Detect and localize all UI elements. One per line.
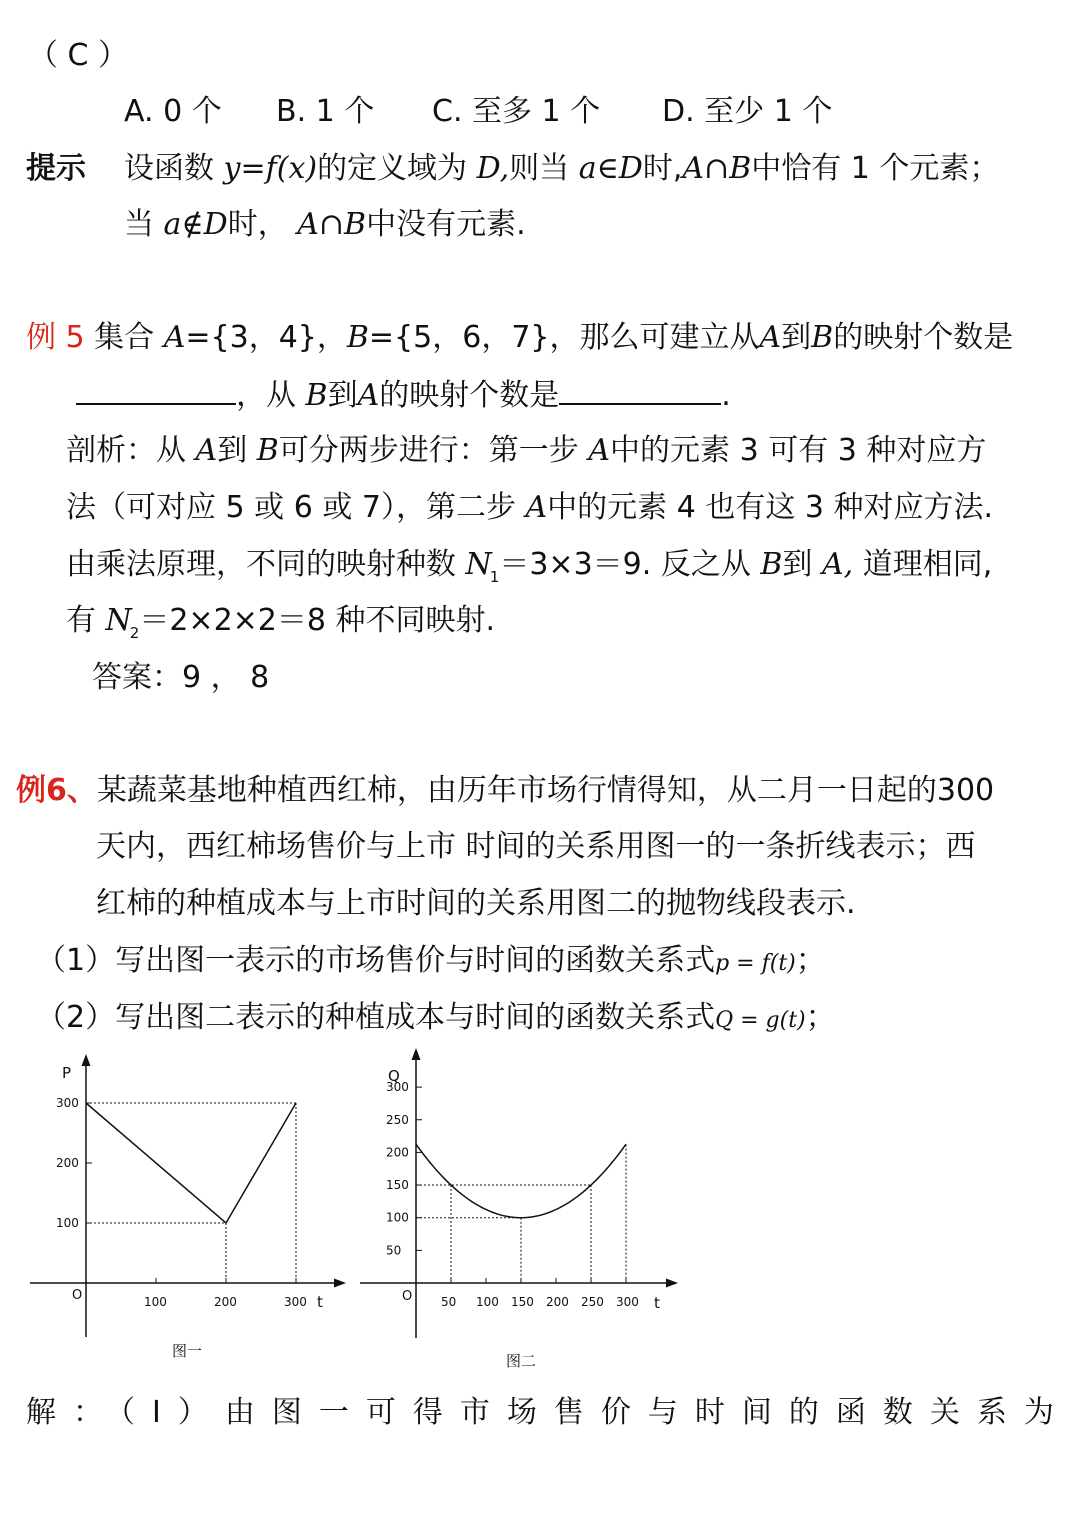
analysis-text: 中的元素 3 可有 3 种对应方 bbox=[610, 433, 987, 468]
analysis-text: 由乘法原理，不同的映射种数 bbox=[66, 547, 456, 582]
set-a: A, bbox=[821, 547, 854, 582]
x-tick-label: 300 bbox=[284, 1295, 307, 1309]
hint-line-1 bbox=[124, 149, 999, 189]
cost-curve bbox=[416, 1144, 626, 1218]
y-tick-label: 200 bbox=[386, 1145, 409, 1160]
origin-label: O bbox=[72, 1288, 83, 1303]
set-a: A bbox=[525, 490, 548, 525]
set-b: B bbox=[811, 320, 834, 355]
ex5-text: 集合 bbox=[94, 320, 155, 355]
x-tick-label: 300 bbox=[616, 1295, 639, 1309]
answer-blank-1 bbox=[76, 375, 236, 405]
figure-2-chart bbox=[352, 1048, 682, 1378]
analysis-text: 到 bbox=[782, 547, 813, 582]
figure-1-chart bbox=[20, 1052, 350, 1372]
example-5-answer: 答案：9 ， 8 bbox=[92, 660, 270, 695]
set-a: A bbox=[759, 320, 782, 355]
analysis-line-3 bbox=[66, 545, 992, 589]
ex5-text: 的映射个数是 bbox=[833, 320, 1014, 355]
price-line bbox=[86, 1103, 296, 1223]
analysis-text: 法（可对应 5 或 6 或 7），第二步 bbox=[66, 490, 516, 525]
y-tick-label: 200 bbox=[56, 1156, 79, 1170]
analysis-text: 到 bbox=[217, 433, 248, 468]
formula-p: p = f(t) bbox=[715, 951, 796, 976]
option-c: C. 至多 1 个 bbox=[432, 94, 601, 129]
solution-line: 解：（Ⅰ）由图一可得市场售价与时间的函数关系为 bbox=[26, 1395, 1071, 1430]
analysis-text: ＝3×3＝9. 反之从 bbox=[499, 547, 751, 582]
ex5-text: ={3，4}， bbox=[185, 320, 347, 355]
set-b: B bbox=[760, 547, 783, 582]
x-tick-label: 100 bbox=[476, 1295, 499, 1309]
set-a: A bbox=[163, 320, 186, 355]
question-2 bbox=[36, 998, 836, 1041]
ex5-text: 到 bbox=[781, 320, 812, 355]
analysis-text: 中的元素 4 也有这 3 种对应方法. bbox=[547, 490, 994, 525]
analysis-line-4 bbox=[66, 601, 495, 645]
y-tick-label: 50 bbox=[386, 1243, 402, 1258]
y-tick-label: 100 bbox=[56, 1216, 79, 1230]
y-axis-label: P bbox=[62, 1064, 72, 1082]
set-b: B bbox=[256, 433, 279, 468]
set-b: B bbox=[305, 378, 328, 413]
hint-text: 的定义域为 bbox=[317, 151, 468, 186]
ex5-text: ，从 bbox=[236, 378, 296, 413]
count-n2-subscript: 2 bbox=[129, 624, 140, 642]
question-text: （2）写出图二表示的种植成本与时间的函数关系式 bbox=[36, 1000, 716, 1035]
hint-domain: D, bbox=[476, 151, 510, 186]
hint-intersection: A∩B bbox=[682, 151, 752, 186]
answer-blank-2 bbox=[559, 375, 721, 405]
example-5-label: 例 5 bbox=[26, 320, 85, 355]
hint-text: 则当 bbox=[509, 151, 570, 186]
example-6-line-2: 天内，西红柿场售价与上市 时间的关系用图一的一条折线表示；西 bbox=[96, 829, 976, 864]
ex5-text: ={5，6，7}，那么可建立从 bbox=[368, 320, 760, 355]
x-tick-label: 250 bbox=[581, 1295, 604, 1309]
set-a: A bbox=[357, 378, 380, 413]
count-n1: N bbox=[465, 547, 492, 582]
set-b: B bbox=[346, 320, 369, 355]
hint-in-domain: a∈D bbox=[578, 151, 643, 186]
y-tick-label: 300 bbox=[56, 1096, 79, 1110]
q4-answer: （ C ） bbox=[28, 38, 129, 73]
formula-q: Q = g(t) bbox=[715, 1008, 806, 1033]
hint-text: 中没有元素. bbox=[366, 207, 526, 242]
hint-line-2 bbox=[124, 205, 526, 245]
x-tick-label: 150 bbox=[511, 1295, 534, 1309]
hint-text: 时， bbox=[227, 207, 288, 242]
x-tick-label: 100 bbox=[144, 1295, 167, 1309]
set-a: A bbox=[588, 433, 611, 468]
analysis-text: 剖析：从 bbox=[66, 433, 186, 468]
count-n1-subscript: 1 bbox=[489, 568, 500, 586]
set-a: A bbox=[195, 433, 218, 468]
analysis-line-1 bbox=[66, 431, 986, 471]
x-axis-label: t bbox=[317, 1293, 323, 1311]
y-tick-label: 300 bbox=[386, 1080, 409, 1095]
y-axis-label: Q bbox=[388, 1067, 400, 1085]
x-tick-label: 200 bbox=[214, 1295, 237, 1309]
hint-label: 提示 bbox=[26, 151, 86, 186]
question-text: ； bbox=[805, 1000, 836, 1035]
analysis-text: 有 bbox=[66, 603, 96, 638]
example-6-line-1 bbox=[16, 771, 994, 811]
hint-not-in-domain: a∉D bbox=[163, 207, 228, 242]
option-a: A. 0 个 bbox=[124, 94, 222, 129]
y-tick-label: 150 bbox=[386, 1178, 409, 1193]
hint-intersection: A∩B bbox=[297, 207, 367, 242]
x-tick-label: 200 bbox=[546, 1295, 569, 1309]
option-d: D. 至少 1 个 bbox=[662, 94, 833, 129]
figure-1-caption: 图一 bbox=[172, 1342, 203, 1360]
analysis-text: 道理相同, bbox=[862, 547, 993, 582]
analysis-text: 可分两步进行：第一步 bbox=[278, 433, 579, 468]
example-5-line-1 bbox=[26, 318, 1013, 358]
option-b: B. 1 个 bbox=[276, 94, 375, 129]
y-tick-label: 250 bbox=[386, 1112, 409, 1127]
y-tick-label: 100 bbox=[386, 1210, 409, 1225]
question-1 bbox=[36, 941, 826, 984]
origin-label: O bbox=[402, 1289, 413, 1304]
x-tick-label: 50 bbox=[441, 1295, 457, 1309]
analysis-line-2 bbox=[66, 488, 993, 528]
figure-2-caption: 图二 bbox=[506, 1352, 537, 1370]
example-5-line-2 bbox=[76, 375, 731, 416]
hint-text: 当 bbox=[124, 207, 154, 242]
hint-function: y=f(x) bbox=[223, 151, 318, 186]
question-text: ； bbox=[795, 943, 826, 978]
ex5-text: . bbox=[721, 378, 731, 413]
example-6-label: 例6、 bbox=[16, 773, 97, 808]
hint-text: 设函数 bbox=[124, 151, 214, 186]
analysis-text: ＝2×2×2＝8 种不同映射. bbox=[139, 603, 496, 638]
count-n2: N bbox=[105, 603, 132, 638]
question-text: （1）写出图一表示的市场售价与时间的函数关系式 bbox=[36, 943, 716, 978]
hint-text: 中恰有 1 个元素； bbox=[751, 151, 1000, 186]
example-6-line-3: 红柿的种植成本与上市时间的关系用图二的抛物线段表示. bbox=[96, 886, 856, 921]
ex5-text: 到 bbox=[327, 378, 358, 413]
x-axis-label: t bbox=[654, 1294, 660, 1312]
hint-text: 时, bbox=[642, 151, 683, 186]
ex5-text: 的映射个数是 bbox=[379, 378, 560, 413]
ex6-text: 某蔬菜基地种植西红柿，由历年市场行情得知，从二月一日起的300 bbox=[96, 773, 995, 808]
